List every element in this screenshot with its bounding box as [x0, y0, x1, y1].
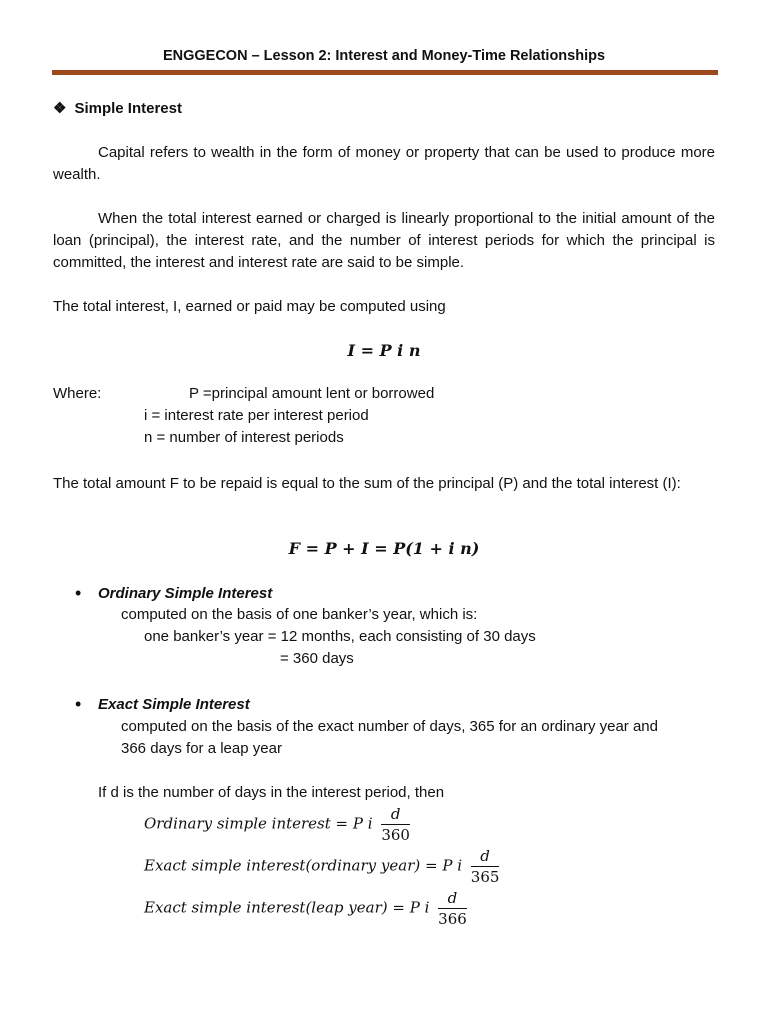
equation-amount: F = P + I = P(1 + i n)	[288, 539, 480, 558]
equation-interest: I = P i n	[347, 341, 421, 360]
document-header: ENGGECON – Lesson 2: Interest and Money-Time Relationships	[162, 48, 606, 64]
where-label: Where:	[53, 385, 102, 402]
paragraph-linear: When the total interest earned or charged is linearly proportional to the initial amount of the loan (principal), the interest rate, and the number of interest periods for which the principal is committed, the interest and interest rate are said to be simple.	[53, 210, 715, 271]
formula-ordinary-label: Ordinary simple interest = P i	[144, 814, 373, 833]
formula-ordinary	[144, 804, 410, 845]
fraction-denominator: 365	[470, 868, 500, 886]
ordinary-title: Ordinary Simple Interest	[98, 585, 273, 602]
where-i: i = interest rate per interest period	[144, 407, 369, 424]
where-p: P =principal amount lent or borrowed	[189, 385, 435, 402]
fraction-365	[471, 846, 500, 887]
days-intro: If d is the number of days in the interest period, then	[98, 784, 445, 801]
exact-desc1: computed on the basis of the exact number of days, 365 for an ordinary year and	[121, 718, 658, 735]
fraction-denominator: 360	[381, 826, 410, 844]
where-n: n = number of interest periods	[144, 429, 344, 446]
fraction-numerator: d	[438, 888, 467, 909]
bullet-exact	[75, 694, 81, 715]
paragraph-total-amount: The total amount F to be repaid is equal to the sum of the principal (P) and the total interest (I):	[53, 475, 681, 492]
formula-exact-leap-label: Exact simple interest(leap year) = P i	[144, 898, 430, 917]
exact-desc2: 366 days for a leap year	[121, 740, 282, 757]
section-heading	[53, 99, 182, 117]
paragraph-capital: Capital refers to wealth in the form of money or property that can be used to produce more wealth.	[53, 144, 715, 183]
fraction-366	[438, 888, 467, 929]
fraction-denominator: 366	[438, 910, 467, 928]
fraction-360	[381, 804, 410, 845]
formula-exact-leap	[144, 888, 467, 929]
formula-exact-ordinary-label: Exact simple interest(ordinary year) = P i	[144, 856, 462, 875]
bullet-ordinary	[75, 583, 81, 604]
paragraph-total-interest: The total interest, I, earned or paid may be computed using	[53, 298, 446, 315]
section-title: Simple Interest	[74, 100, 182, 117]
fraction-numerator: d	[381, 804, 410, 825]
ordinary-line1: one banker’s year = 12 months, each consisting of 30 days	[144, 628, 536, 645]
bullet-dot-icon: •	[75, 583, 82, 603]
exact-title: Exact Simple Interest	[98, 696, 250, 713]
diamond-bullet-icon: ❖	[53, 100, 67, 117]
fraction-numerator: d	[471, 846, 500, 867]
header-rule	[52, 70, 718, 75]
bullet-dot-icon: •	[75, 694, 82, 714]
formula-exact-ordinary	[144, 846, 499, 887]
ordinary-line2: = 360 days	[280, 650, 354, 667]
ordinary-desc: computed on the basis of one banker’s year, which is:	[121, 606, 478, 623]
